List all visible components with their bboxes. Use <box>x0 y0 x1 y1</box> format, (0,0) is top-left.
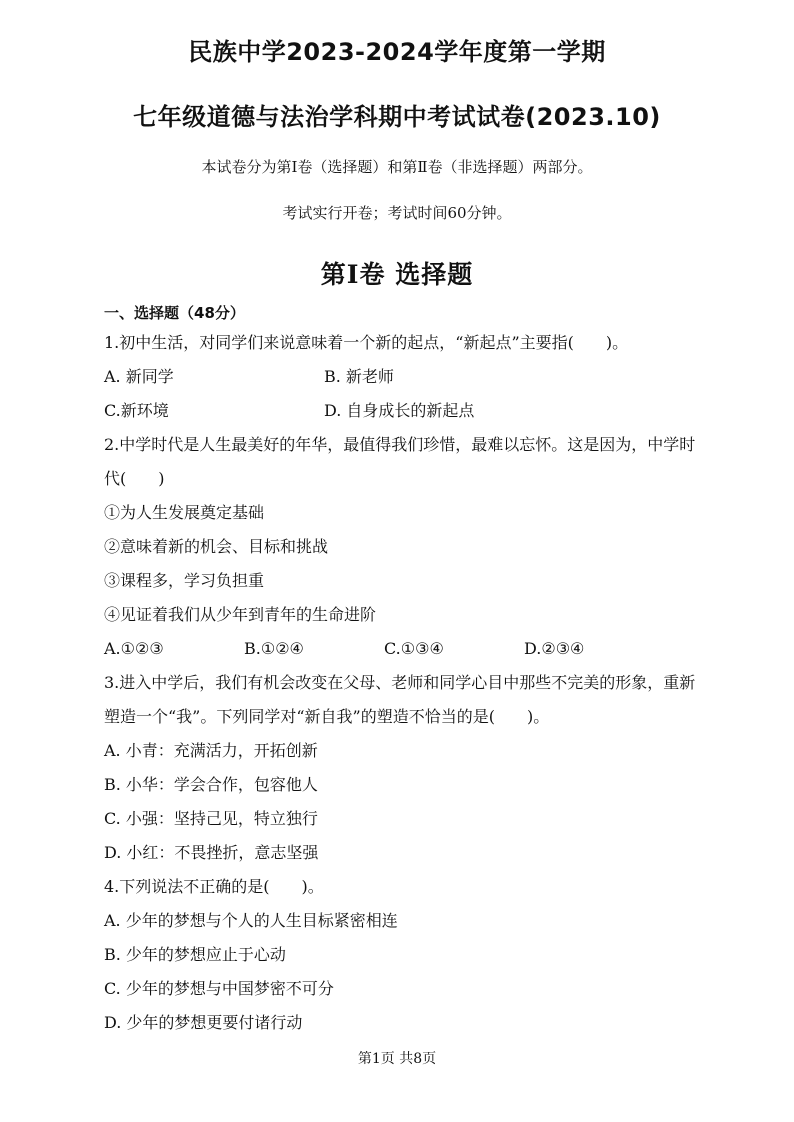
question-3-option-d: D. 小红：不畏挫折，意志坚强 <box>104 843 319 862</box>
question-list <box>104 300 734 1040</box>
question-1-option-b: B. 新老师 <box>324 367 394 386</box>
question-2-options-row <box>104 632 734 666</box>
question-2-option-d: D.②③④ <box>524 639 585 658</box>
question-2-stem-line1: 2.中学时代是人生最美好的年华，最值得我们珍惜，最难以忘怀。这是因为，中学时 <box>104 435 696 454</box>
question-2-option-a: A.①②③ <box>104 639 164 658</box>
question-1-options-row1 <box>104 360 734 394</box>
question-1-option-c: C.新环境 <box>104 401 169 420</box>
question-2-option-b: B.①②④ <box>244 639 304 658</box>
question-3-option-c: C. 小强：坚持己见，特立独行 <box>104 809 318 828</box>
question-4-stem: 4.下列说法不正确的是( )。 <box>104 877 324 896</box>
question-2-statement-4: ④见证着我们从少年到青年的生命进阶 <box>104 605 377 624</box>
question-2-statement-2: ②意味着新的机会、目标和挑战 <box>104 537 329 556</box>
question-1-options-row2 <box>104 394 734 428</box>
question-3-option-b: B. 小华：学会合作，包容他人 <box>104 775 318 794</box>
question-4-option-c: C. 少年的梦想与中国梦密不可分 <box>104 979 334 998</box>
page-number: 第1页 共8页 <box>357 1051 437 1067</box>
question-1-option-a: A. 新同学 <box>104 367 174 386</box>
intro-line1: 本试卷分为第Ⅰ卷（选择题）和第Ⅱ卷（非选择题）两部分。 <box>201 158 593 176</box>
question-1-option-d: D. 自身成长的新起点 <box>324 401 475 420</box>
exam-title-line2: 七年级道德与法治学科期中考试试卷(2023.10) <box>133 103 661 131</box>
question-2-option-c: C.①③④ <box>384 639 444 658</box>
question-4-option-a: A. 少年的梦想与个人的人生目标紧密相连 <box>104 911 398 930</box>
question-1-stem: 1.初中生活，对同学们来说意味着一个新的起点，“新起点”主要指( )。 <box>104 333 629 352</box>
question-4-option-b: B. 少年的梦想应止于心动 <box>104 945 286 964</box>
question-3-stem-line1: 3.进入中学后，我们有机会改变在父母、老师和同学心目中那些不完美的形象，重新 <box>104 673 696 692</box>
question-3-option-a: A. 小青：充满活力，开拓创新 <box>104 741 318 760</box>
part-heading: 一、选择题（48分） <box>104 304 245 322</box>
exam-title-line1: 民族中学2023-2024学年度第一学期 <box>188 38 606 66</box>
question-2-statement-3: ③课程多，学习负担重 <box>104 571 265 590</box>
question-2-stem-line2: 代( ) <box>104 469 165 488</box>
section-title: 第Ⅰ卷 选择题 <box>320 260 474 289</box>
question-2-statement-1: ①为人生发展奠定基础 <box>104 503 265 522</box>
question-3-stem-line2: 塑造一个“我”。下列同学对“新自我”的塑造不恰当的是( )。 <box>104 707 550 726</box>
question-4-option-d: D. 少年的梦想更要付诸行动 <box>104 1013 303 1032</box>
intro-line2: 考试实行开卷；考试时间60分钟。 <box>282 204 512 222</box>
